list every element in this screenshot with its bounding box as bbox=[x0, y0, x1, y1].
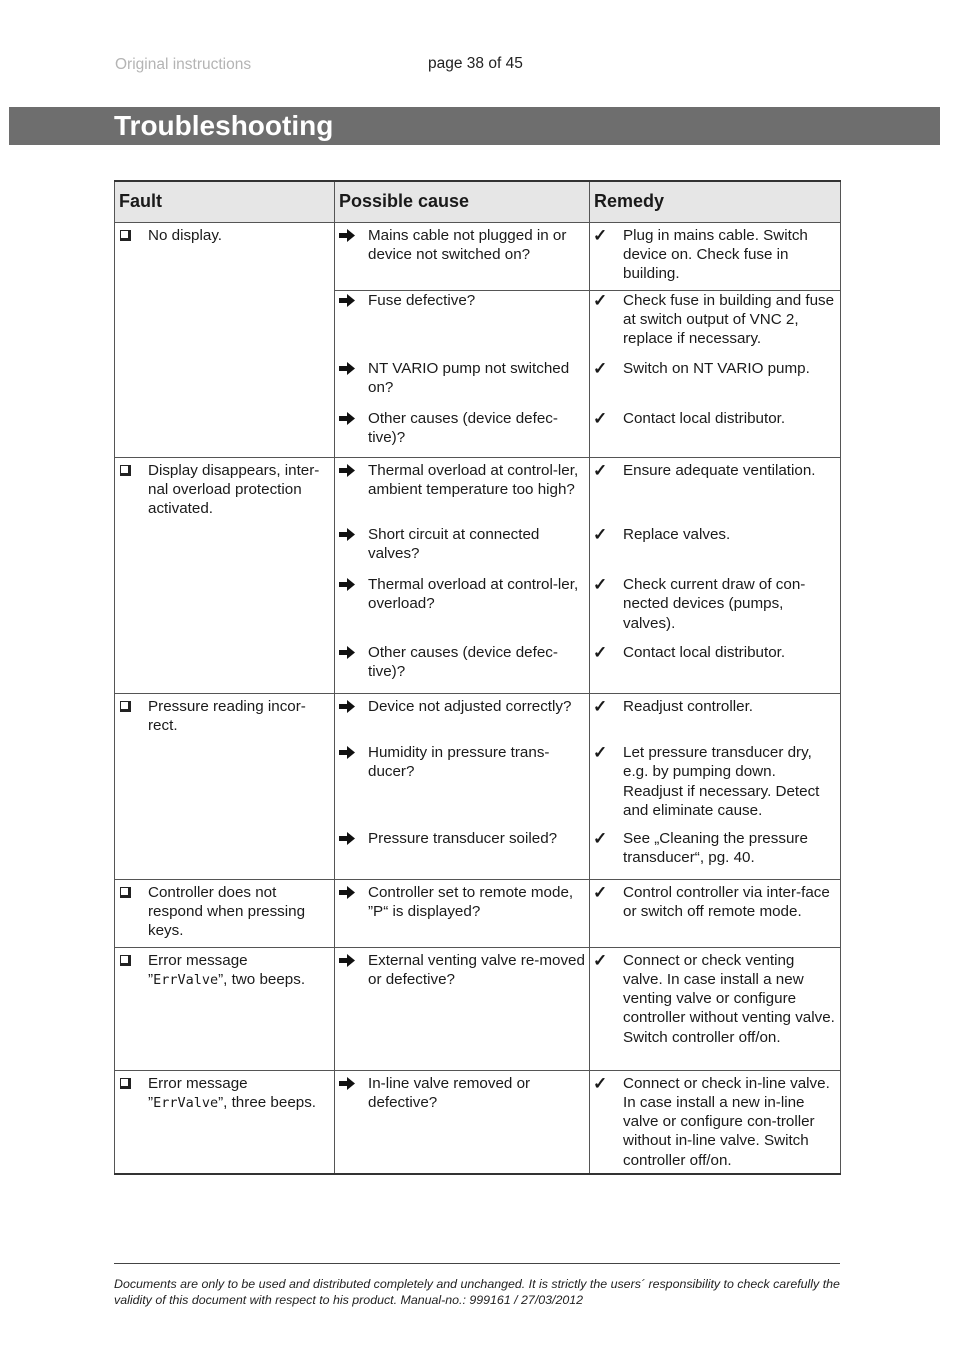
remedy-cell bbox=[590, 743, 841, 829]
cause-cell bbox=[335, 409, 590, 457]
fault-cell bbox=[115, 947, 335, 1070]
arrow-right-icon bbox=[339, 464, 355, 477]
cause-text: In-line valve removed or defective? bbox=[368, 1074, 531, 1111]
error-code: ErrValve bbox=[153, 971, 219, 988]
footer-disclaimer: Documents are only to be used and distributed completely and unchanged. It is strictly the users´ responsibility to check carefully the validity of this document with respect to his product. Manual-no.: 999161 / 27/03/2012 bbox=[114, 1277, 840, 1307]
checkmark-icon: ✓ bbox=[593, 525, 608, 544]
cause-text: Device not adjusted correctly? bbox=[368, 697, 572, 715]
arrow-right-icon bbox=[339, 1077, 355, 1090]
arrow-right-icon bbox=[339, 412, 355, 425]
section-title: Troubleshooting bbox=[114, 110, 334, 141]
cause-cell bbox=[335, 575, 590, 643]
cause-cell bbox=[335, 643, 590, 693]
remedy-cell bbox=[590, 693, 841, 743]
fault-cell bbox=[115, 457, 335, 693]
checkmark-icon: ✓ bbox=[593, 290, 608, 310]
arrow-right-icon bbox=[339, 886, 355, 899]
remedy-text: Control controller via inter-face or switch off remote mode. bbox=[623, 883, 830, 920]
checkbox-bullet-icon bbox=[120, 887, 131, 898]
arrow-right-icon bbox=[339, 528, 355, 541]
cause-cell bbox=[335, 829, 590, 879]
remedy-text: Connect or check in-line valve. In case install a new in-line valve or configure con-troller without in-line valve. Switch controller off/on. bbox=[623, 1074, 830, 1169]
fault-text-prefix: Error message ” bbox=[148, 951, 248, 988]
fault-text: Display disappears, inter-nal overload protection activated. bbox=[148, 461, 320, 518]
remedy-text: Let pressure transducer dry, e.g. by pumping down. Readjust if necessary. Detect and eliminate cause. bbox=[623, 744, 820, 819]
arrow-right-icon bbox=[339, 294, 355, 307]
remedy-text: Connect or check venting valve. In case install a new venting valve or configure controller without venting valve. Switch controller off/on. bbox=[623, 951, 835, 1046]
table-row bbox=[115, 879, 841, 947]
checkmark-icon: ✓ bbox=[593, 225, 608, 245]
remedy-text: Check fuse in building and fuse at switch output of VNC 2, replace if necessary. bbox=[623, 291, 835, 348]
remedy-cell bbox=[590, 575, 841, 643]
remedy-cell bbox=[590, 879, 841, 947]
checkbox-bullet-icon bbox=[120, 230, 131, 241]
checkmark-icon: ✓ bbox=[593, 1073, 608, 1093]
fault-text-suffix: ”, three beeps. bbox=[218, 1093, 317, 1111]
checkmark-icon: ✓ bbox=[593, 882, 608, 902]
remedy-cell bbox=[590, 643, 841, 693]
remedy-text: Ensure adequate ventilation. bbox=[623, 461, 816, 479]
cause-cell bbox=[335, 222, 590, 290]
cause-cell bbox=[335, 1070, 590, 1174]
arrow-right-icon bbox=[339, 646, 355, 659]
fault-text-suffix: ”, two beeps. bbox=[218, 970, 306, 988]
cause-cell bbox=[335, 457, 590, 525]
cause-cell bbox=[335, 743, 590, 829]
fault-cell bbox=[115, 1070, 335, 1174]
table-row bbox=[115, 1070, 841, 1174]
table-row bbox=[115, 222, 841, 290]
section-banner bbox=[9, 107, 940, 145]
checkmark-icon: ✓ bbox=[593, 950, 608, 970]
cause-text: NT VARIO pump not switched on? bbox=[368, 360, 570, 397]
cause-text: Pressure transducer soiled? bbox=[368, 830, 558, 847]
error-code: ErrValve bbox=[153, 1094, 219, 1111]
checkbox-bullet-icon bbox=[120, 955, 131, 966]
remedy-text: See „Cleaning the pressure transducer“, pg. 40. bbox=[623, 830, 808, 867]
remedy-cell bbox=[590, 525, 841, 575]
cause-cell bbox=[335, 947, 590, 1070]
checkmark-icon: ✓ bbox=[593, 643, 608, 662]
fault-cell bbox=[115, 222, 335, 457]
table-row bbox=[115, 693, 841, 743]
cause-text: Short circuit at connected valves? bbox=[368, 526, 540, 563]
fault-cell bbox=[115, 879, 335, 947]
header-remedy: Remedy bbox=[590, 181, 841, 222]
remedy-text: Contact local distributor. bbox=[623, 644, 786, 661]
remedy-cell bbox=[590, 457, 841, 525]
arrow-right-icon bbox=[339, 954, 355, 967]
arrow-right-icon bbox=[339, 229, 355, 242]
header-left-label: Original instructions bbox=[115, 56, 252, 73]
arrow-right-icon bbox=[339, 362, 355, 375]
header-fault: Fault bbox=[115, 181, 335, 222]
remedy-text: Switch on NT VARIO pump. bbox=[623, 360, 810, 377]
footer-divider bbox=[114, 1263, 840, 1264]
table-row bbox=[115, 457, 841, 525]
cause-text: External venting valve re-moved or defective? bbox=[368, 951, 585, 988]
remedy-cell bbox=[590, 359, 841, 409]
remedy-text: Contact local distributor. bbox=[623, 410, 786, 427]
arrow-right-icon bbox=[339, 700, 355, 713]
checkbox-bullet-icon bbox=[120, 701, 131, 712]
remedy-cell bbox=[590, 1070, 841, 1174]
checkmark-icon: ✓ bbox=[593, 696, 608, 716]
cause-text: Controller set to remote mode, ”P“ is displayed? bbox=[368, 883, 574, 920]
arrow-right-icon bbox=[339, 746, 355, 759]
fault-text: No display. bbox=[148, 226, 223, 244]
checkmark-icon: ✓ bbox=[593, 575, 608, 594]
table-row bbox=[115, 947, 841, 1070]
cause-text: Thermal overload at control-ler, overload? bbox=[368, 576, 579, 613]
checkmark-icon: ✓ bbox=[593, 409, 608, 428]
cause-cell bbox=[335, 879, 590, 947]
remedy-text: Readjust controller. bbox=[623, 697, 754, 715]
header-cause: Possible cause bbox=[335, 181, 590, 222]
checkbox-bullet-icon bbox=[120, 465, 131, 476]
remedy-cell bbox=[590, 290, 841, 359]
cause-text: Fuse defective? bbox=[368, 291, 476, 309]
checkmark-icon: ✓ bbox=[593, 829, 608, 848]
cause-text: Other causes (device defec-tive)? bbox=[368, 644, 558, 681]
cause-cell bbox=[335, 290, 590, 359]
checkbox-bullet-icon bbox=[120, 1078, 131, 1089]
remedy-text: Check current draw of con-nected devices (pumps, valves). bbox=[623, 576, 806, 632]
checkmark-icon: ✓ bbox=[593, 359, 608, 378]
fault-cell bbox=[115, 693, 335, 879]
page-number: page 38 of 45 bbox=[428, 55, 523, 72]
remedy-cell bbox=[590, 222, 841, 290]
cause-cell bbox=[335, 359, 590, 409]
troubleshooting-table-wrap bbox=[114, 180, 840, 1175]
cause-text: Mains cable not plugged in or device not switched on? bbox=[368, 226, 567, 263]
fault-text: Pressure reading incor-rect. bbox=[148, 697, 306, 734]
arrow-right-icon bbox=[339, 578, 355, 591]
table-header-row bbox=[115, 181, 841, 222]
remedy-cell bbox=[590, 947, 841, 1070]
remedy-cell bbox=[590, 829, 841, 879]
remedy-text: Replace valves. bbox=[623, 526, 731, 543]
cause-text: Other causes (device defec-tive)? bbox=[368, 410, 558, 447]
cause-cell bbox=[335, 693, 590, 743]
fault-text-prefix: Error message ” bbox=[148, 1074, 248, 1111]
fault-text: Controller does not respond when pressing keys. bbox=[148, 883, 306, 940]
arrow-right-icon bbox=[339, 832, 355, 845]
remedy-cell bbox=[590, 409, 841, 457]
cause-cell bbox=[335, 525, 590, 575]
checkmark-icon: ✓ bbox=[593, 460, 608, 480]
remedy-text: Plug in mains cable. Switch device on. Check fuse in building. bbox=[623, 226, 808, 283]
cause-text: Humidity in pressure trans-ducer? bbox=[368, 744, 550, 781]
checkmark-icon: ✓ bbox=[593, 743, 608, 762]
troubleshooting-table bbox=[114, 180, 841, 1175]
cause-text: Thermal overload at control-ler, ambient temperature too high? bbox=[368, 461, 579, 498]
